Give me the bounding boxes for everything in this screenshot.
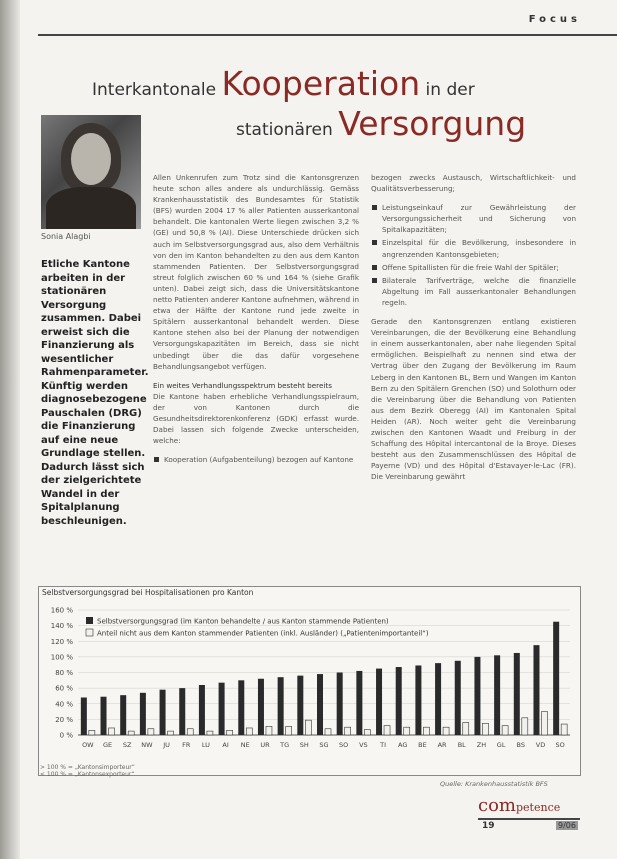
title-line-2 [236, 104, 526, 143]
photo-caption: Sonia Alagbi [41, 232, 91, 241]
x-tick-label: GE [102, 741, 113, 749]
title-pre: Interkantonale [92, 80, 217, 100]
section-label: Focus [528, 14, 581, 25]
title-keyword-2: Versorgung [338, 104, 527, 143]
x-tick-label: UR [260, 741, 270, 749]
chart-title: Selbstversorgungsgrad bei Hospitalisationen pro Kanton [42, 588, 254, 597]
subheading: Ein weites Verhandlungsspektrum besteht bereits [153, 380, 332, 390]
issue-number: 9/06 [558, 821, 576, 830]
x-tick-label: LU [201, 741, 210, 749]
bullet-list [153, 454, 359, 465]
x-tick-label: VS [359, 741, 368, 749]
list-item: Einzelspital für die Bevölkerung, insbesondere in angrenzenden Kantonsgebieten; [382, 238, 576, 259]
paragraph: Die Kantone haben erhebliche Verhandlungsspielraum, der von Kantonen durch die Gesundheitsdirektorenkonferenz (GDK) erfasst wurde. Dabei lassen sich folgende Zwecke unterscheiden, welche: [153, 391, 359, 446]
y-tick-label: 20 % [55, 715, 73, 724]
y-tick-label: 100 % [50, 653, 73, 662]
x-tick-label: SG [319, 741, 329, 749]
x-tick-label: AR [437, 741, 447, 749]
x-tick-label: AG [398, 741, 408, 749]
x-tick-label: AI [222, 741, 229, 749]
x-tick-label: TG [280, 741, 290, 749]
magazine-logo: competence [478, 795, 561, 816]
x-tick-label: SH [299, 741, 309, 749]
chart-footnote [40, 764, 135, 778]
x-tick-label: SO [339, 741, 349, 749]
x-tick-label: NW [141, 741, 153, 749]
title-keyword: Kooperation [221, 64, 421, 103]
y-tick-label: 60 % [55, 684, 73, 693]
list-item: Leistungseinkauf zur Gewährleistung der Versorgungssicherheit und Sicherung von Spitalkapazitäten; [382, 203, 576, 235]
bullet-list [371, 202, 576, 308]
chart-source: Quelle: Krankenhausstatistik BFS [440, 780, 548, 788]
legend-label-2: Anteil nicht aus dem Kanton stammender Patienten (inkl. Ausländer) („Patientenimportanteil“) [97, 629, 429, 638]
y-tick-label: 140 % [50, 622, 73, 631]
x-tick-label: ZH [476, 741, 487, 749]
chart-frame [38, 586, 581, 776]
title-line-1 [92, 64, 475, 103]
list-item: Offene Spitallisten für die freie Wahl der Spitäler; [382, 262, 576, 273]
x-tick-label: VD [535, 741, 546, 749]
x-tick-label: GL [496, 741, 506, 749]
list-item: Bilaterale Tarifverträge, welche die finanzielle Abgeltung im Fall ausserkantonaler Behandlungen regeln. [382, 275, 576, 307]
y-tick-label: 120 % [50, 637, 73, 646]
y-tick-label: 0 % [59, 731, 73, 740]
x-tick-label: SO [555, 741, 565, 749]
page-number: 19 [482, 821, 495, 831]
title-post: in der [425, 80, 475, 100]
y-tick-label: 40 % [55, 700, 73, 709]
x-tick-label: TI [380, 741, 386, 749]
y-tick-label: 80 % [55, 669, 73, 677]
x-tick-label: SZ [122, 741, 132, 749]
author-photo [41, 115, 141, 229]
x-tick-label: BL [457, 741, 466, 749]
lead-text: Etliche Kantone arbeiten in der stationären Versorgung zusammen. Dabei erweist sich die Finanzierung als wesentlicher Rahmenparameter. Künftig werden diagnosebezogene Pauschalen (DRG) die Finanzierung auf eine neue Grundlage stellen. Dadurch lässt sich der zielgerichtete Wandel in der Spitalplanung beschleunigen. [41, 259, 149, 527]
x-tick-label: FR [182, 741, 191, 749]
x-tick-label: BS [516, 741, 526, 749]
title-pre-2: stationären [236, 120, 333, 140]
y-tick-label: 160 % [50, 606, 73, 615]
x-tick-label: JU [163, 741, 170, 749]
body-column-1 [153, 172, 359, 473]
legend-label-1: Selbstversorgungsgrad (im Kanton behandelte / aus Kanton stammende Patienten) [97, 617, 389, 626]
list-item: Kooperation (Aufgabenteilung) bezogen auf Kantone [164, 454, 359, 465]
body-column-2 [371, 172, 576, 490]
footnote-line: > 100 % = „Kantonsimporteur“ [40, 764, 135, 771]
footnote-line: < 100 % = „Kantonsexporteur“ [40, 771, 135, 778]
paragraph: Allen Unkenrufen zum Trotz sind die Kantonsgrenzen heute schon alles andere als undurchlässig. Gemäss Krankenhausstatistik des Bundesamtes für Statistik (BFS) wurden 2004 17 % aller Patienten ausserkantonal behandelt. Die kantonalen Werte liegen zwischen 3,2 % (GE) und 50,8 % (AI). Diese Unterschiede drücken sich auch im Selbstversorgungsgrad aus, also dem Verhältnis von den im Kanton behandelten zu den aus dem Kanton stammenden Patienten. Der Selbstversorgungsgrad streut folglich zwischen 60 % und 164 % (siehe Grafik unten). Dabei zeigt sich, dass die Universitätskantone netto Patienten anderer Kantone aufnehmen, während in etwa der Hälfte der Kantone rund jede zweite in Spitälern ausserkantonal behandelt werden. Diese Kantone stehen also bei der Planung der notwendigen Versorgungskapazitäten im Bereich, dass sie nicht unbedingt über die das dafür vorgesehene Behandlungsangebot verfügen. [153, 173, 359, 371]
x-tick-label: OW [82, 741, 94, 749]
x-tick-label: BE [418, 741, 427, 749]
paragraph: bezogen zwecks Austausch, Wirtschaftlichkeit- und Qualitätsverbesserung; [371, 173, 576, 194]
paragraph: Gerade den Kantonsgrenzen entlang existieren Vereinbarungen, die der Bevölkerung eine Behandlung in einem ausserkantonalen, aber nahe liegenden Spital ermöglichen. Beispielhaft zu nennen sind etwa der Vertrag über den Zugang der Bevölkerung im Raum Leberg in den Kantonen BL, Bern und Wangen im Kanton Bern zu den Spitälern Grenchen (SO) und Solothurn oder die Vereinbarung über die Behandlung von Patienten aus dem Bezirk Oberegg (AI) im Kantonalen Spital Heiden (AR). Noch weiter geht die Vereinbarung zwischen den Kantonen Waadt und Freiburg in der Schaffung des Hôpital intercantonal de la Broye. Dieses besteht aus den Zusammenschlüssen des Hôpital de Payerne (VD) und des Hôpital d'Estavayer-le-Lac (FR). Die Vereinbarung gewährt [371, 317, 576, 482]
page-binding-shadow [0, 0, 20, 859]
x-tick-label: NE [240, 741, 250, 749]
